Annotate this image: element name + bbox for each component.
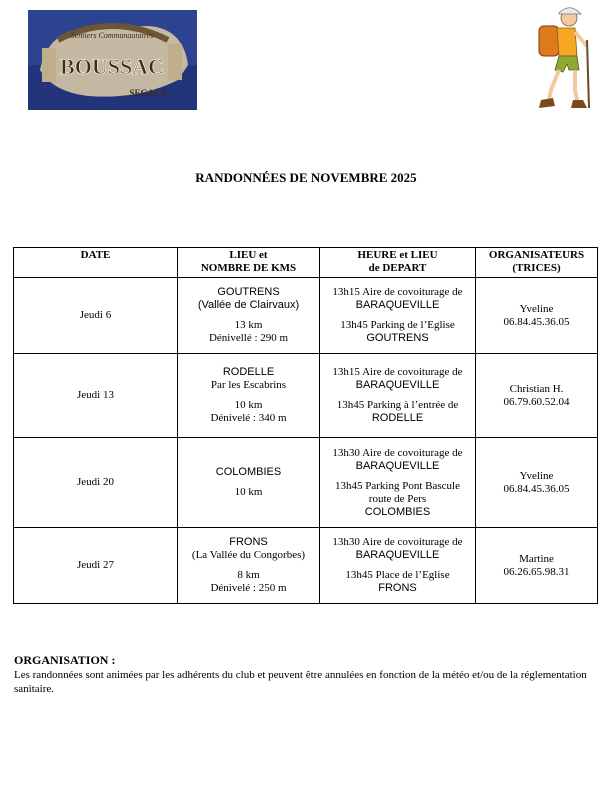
row-depart: 13h15 Aire de covoiturage de BARAQUEVILLE 13h45 Parking à l’entrée de RODELLE [320, 354, 476, 438]
row-lieu: RODELLE Par les Escabrins 10 km Dénivelé : 340 m [178, 354, 320, 438]
row-date: Jeudi 20 [14, 438, 178, 528]
header-lieu: LIEU et NOMBRE DE KMS [178, 248, 320, 278]
header-heure: HEURE et LIEU de DEPART [320, 248, 476, 278]
row-organisateur: Yveline 06.84.45.36.05 [476, 278, 598, 354]
header-date: DATE [14, 248, 178, 278]
row-organisateur: Christian H. 06.79.60.52.04 [476, 354, 598, 438]
table-row [14, 528, 598, 604]
table-row [14, 278, 598, 354]
page-title: RANDONNÉES DE NOVEMBRE 2025 [195, 170, 417, 185]
row-lieu: FRONS (La Vallée du Congorbes) 8 km Dénivelé : 250 m [178, 528, 320, 604]
schedule-table [13, 247, 598, 604]
row-depart: 13h15 Aire de covoiturage de BARAQUEVILLE 13h45 Parking de l’Eglise GOUTRENS [320, 278, 476, 354]
table-row [14, 438, 598, 528]
table-header-row [14, 248, 598, 278]
row-depart: 13h30 Aire de covoiturage de BARAQUEVILLE 13h45 Parking Pont Bascule route de Pers COLOMBIES [320, 438, 476, 528]
organisation-text: Les randonnées sont animées par les adhérents du club et peuvent être annulées en fonction de la météo et/ou de la réglementation sanitaire. [14, 669, 587, 695]
organisation-heading: ORGANISATION : [14, 653, 116, 667]
row-date: Jeudi 27 [14, 528, 178, 604]
club-logo [28, 10, 197, 110]
row-depart: 13h30 Aire de covoiturage de BARAQUEVILLE 13h45 Place de l’Eglise FRONS [320, 528, 476, 604]
row-organisateur: Yveline 06.84.45.36.05 [476, 438, 598, 528]
logo-subtitle: SEGALA [129, 88, 167, 98]
row-lieu: GOUTRENS (Vallée de Clairvaux) 13 km Dénivellé : 290 m [178, 278, 320, 354]
row-organisateur: Martine 06.26.65.98.31 [476, 528, 598, 604]
logo-arc-text: Sentiers Communautaires [70, 31, 154, 40]
row-date: Jeudi 13 [14, 354, 178, 438]
table-row [14, 354, 598, 438]
row-lieu: COLOMBIES 10 km [178, 438, 320, 528]
hiker-illustration [525, 4, 601, 112]
logo-wordmark: BOUSSAC [60, 54, 164, 79]
header-organisateurs: ORGANISATEURS (TRICES) [476, 248, 598, 278]
row-date: Jeudi 6 [14, 278, 178, 354]
